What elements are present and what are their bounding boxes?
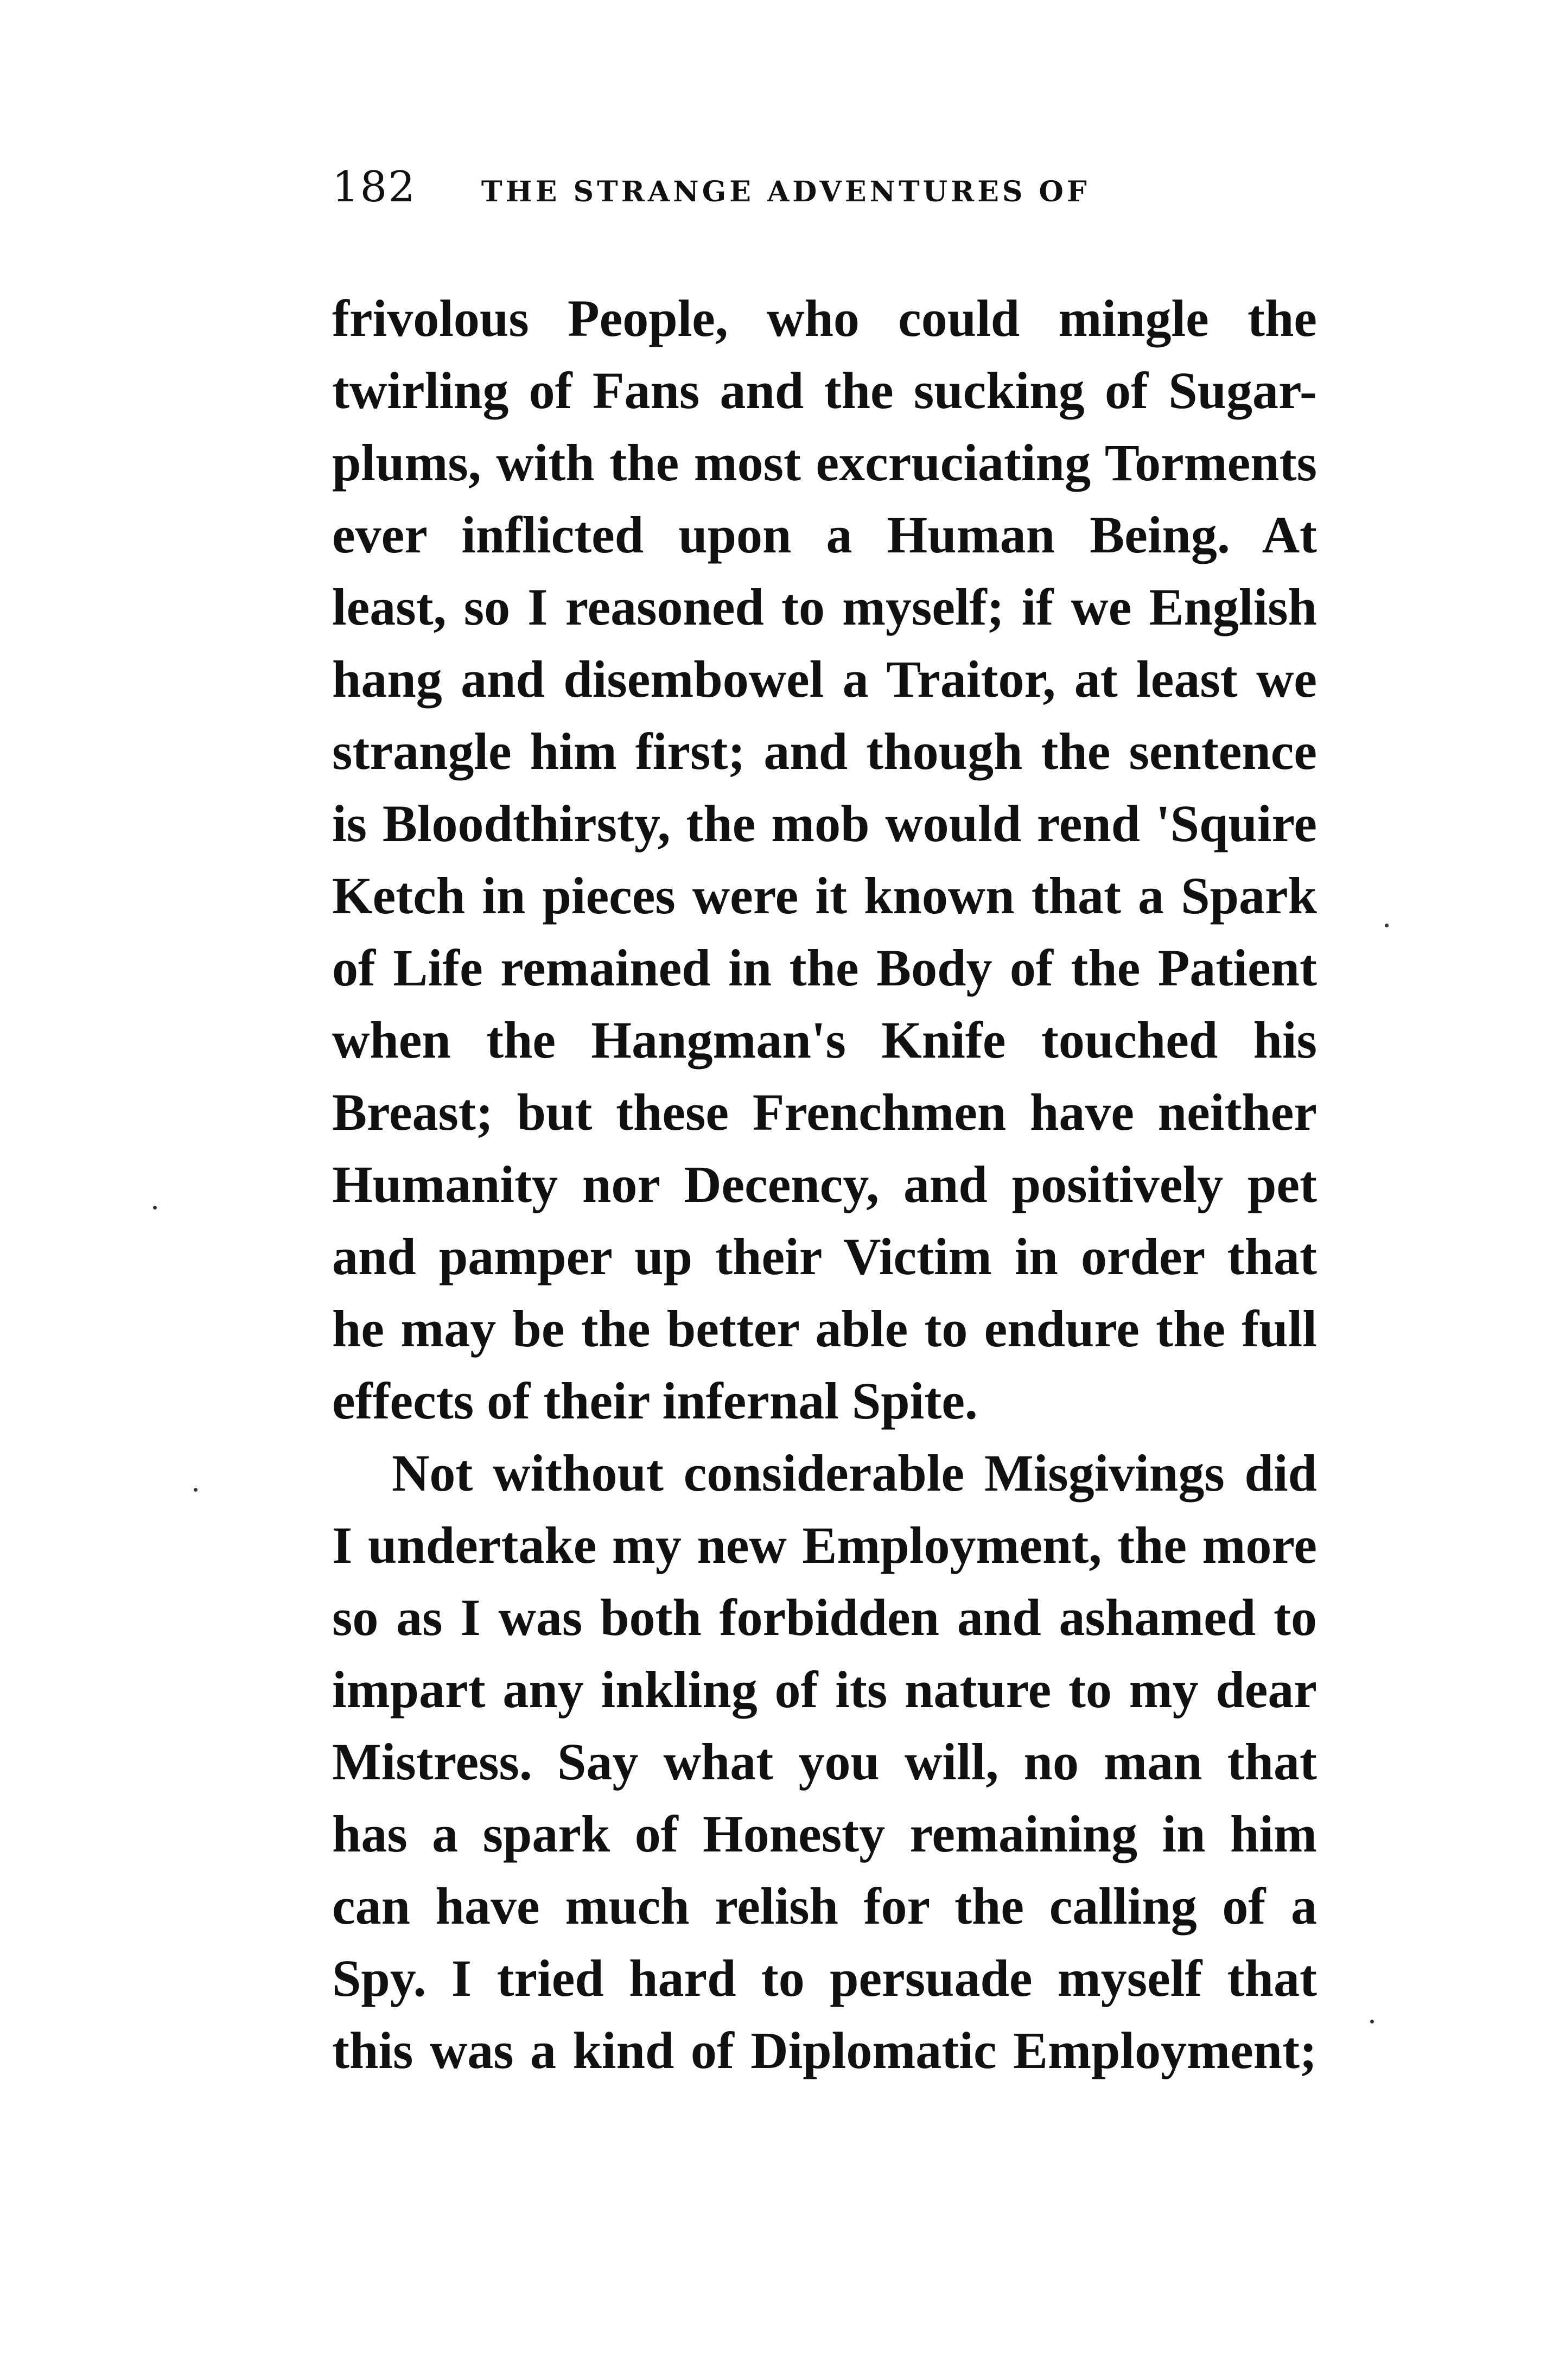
text-line: is Bloodthirsty, the mob would rend 'Squire bbox=[332, 794, 1317, 852]
text-line: Spy. I tried hard to persuade myself that bbox=[332, 1949, 1317, 2007]
text-line: least, so I reasoned to myself; if we English bbox=[332, 578, 1317, 636]
running-head bbox=[332, 163, 1320, 228]
text-line: impart any inkling of its nature to my dear bbox=[332, 1660, 1317, 1719]
scan-speck bbox=[153, 1206, 157, 1210]
text-line: Breast; but these Frenchmen have neither bbox=[332, 1083, 1317, 1141]
paragraph bbox=[332, 282, 1317, 1437]
text-line: Ketch in pieces were it known that a Spark bbox=[332, 867, 1317, 925]
text-line: he may be the better able to endure the full bbox=[332, 1300, 1317, 1358]
text-line: so as I was both forbidden and ashamed to bbox=[332, 1588, 1317, 1646]
page-number: 182 bbox=[332, 163, 416, 212]
text-line: I undertake my new Employment, the more bbox=[332, 1516, 1317, 1574]
text-line: can have much relish for the calling of a bbox=[332, 1877, 1317, 1935]
text-line: of Life remained in the Body of the Patient bbox=[332, 939, 1317, 997]
scan-speck bbox=[194, 1488, 198, 1492]
running-title: THE STRANGE ADVENTURES OF bbox=[481, 175, 1090, 208]
text-line: ever inflicted upon a Human Being. At bbox=[332, 506, 1317, 564]
text-line: strangle him first; and though the sentence bbox=[332, 722, 1317, 780]
text-line: effects of their infernal Spite. bbox=[332, 1372, 978, 1430]
text-line: hang and disembowel a Traitor, at least we bbox=[332, 650, 1317, 708]
text-line: Mistress. Say what you will, no man that bbox=[332, 1733, 1317, 1791]
body-text bbox=[332, 282, 1317, 2086]
text-line: this was a kind of Diplomatic Employment; bbox=[332, 2021, 1317, 2079]
text-line: plums, with the most excruciating Torments bbox=[332, 434, 1317, 492]
text-line: Not without considerable Misgivings did bbox=[392, 1444, 1317, 1502]
paragraph bbox=[332, 1437, 1317, 2086]
text-line: when the Hangman's Knife touched his bbox=[332, 1011, 1317, 1069]
text-line: has a spark of Honesty remaining in him bbox=[332, 1805, 1317, 1863]
text-line: twirling of Fans and the sucking of Sugar- bbox=[332, 361, 1317, 419]
text-line: Humanity nor Decency, and positively pet bbox=[332, 1155, 1317, 1213]
scan-speck bbox=[1385, 924, 1389, 927]
scan-speck bbox=[1370, 2020, 1374, 2023]
text-line: and pamper up their Victim in order that bbox=[332, 1227, 1317, 1286]
text-line: frivolous People, who could mingle the bbox=[332, 289, 1317, 347]
